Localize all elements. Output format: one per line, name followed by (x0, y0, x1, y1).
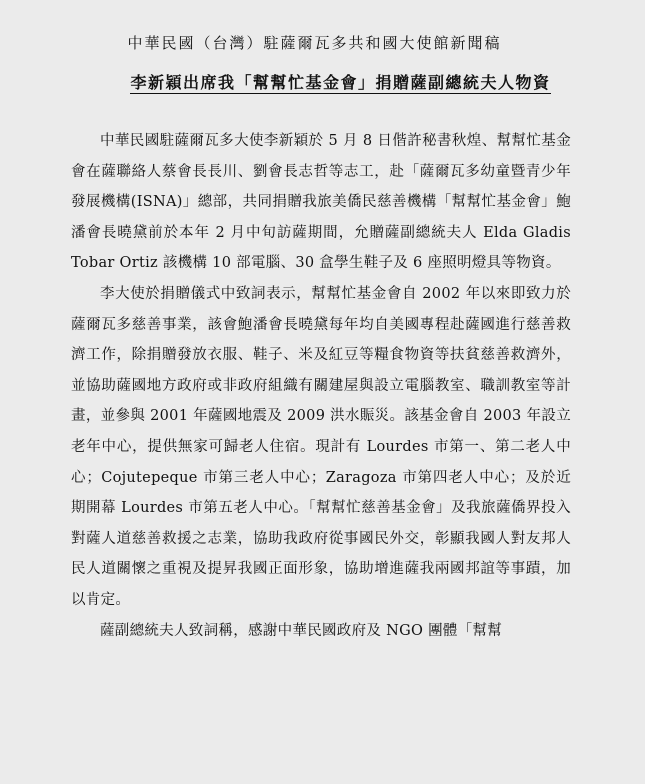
headline-text: 李新穎出席我「幫幫忙基金會」捐贈薩副總統夫人物資 (130, 73, 551, 92)
paragraph-2: 李大使於捐贈儀式中致詞表示，幫幫忙基金會自 2002 年以來即致力於薩爾瓦多慈善事業，該會鮑潘會長曉黛每年均自美國專程赴薩國進行慈善救濟工作，除捐贈發放衣服、鞋子、米及紅豆等糧食物資等扶貧慈善救濟外，並協助薩國地方政府或非政府組織有關建屋與設立電腦教室、職訓教室等計畫，並參與 2001 年薩國地震及 2009 洪水賑災。該基金會自 2003 年設立老年中心，提供無家可歸老人住宿。現計有 Lourdes 市第一、第二老人中心；Cojutepeque 市第三老人中心；Zaragoza 市第四老人中心；及於近期開幕 Lourdes 市第五老人中心。「幫幫忙慈善基金會」及我旅薩僑界投入對薩人道慈善救援之志業，協助我政府從事國民外交，彰顯我國人對友邦人民人道關懷之重視及提昇我國正面形象，協助增進薩我兩國邦誼等事蹟，加以肯定。 (71, 285, 571, 608)
article-body (71, 126, 571, 646)
agency-line: 中華民國（台灣）駐薩爾瓦多共和國大使館新聞稿 (127, 34, 502, 52)
paragraph-1: 中華民國駐薩爾瓦多大使李新穎於 5 月 8 日偕許秘書秋煌、幫幫忙基金會在薩聯絡人蔡會長長川、劉會長志哲等志工，赴「薩爾瓦多幼童暨青少年發展機構(ISNA)」總部，共同捐贈我旅美僑民慈善機構「幫幫忙基金會」鮑潘會長曉黛前於本年 2 月中旬訪薩期間，允贈薩副總統夫人 Elda Gladis Tobar Ortiz 該機構 10 部電腦、30 盒學生鞋子及 6 座照明燈具等物資。 (71, 133, 571, 272)
paragraph-3: 薩副總統夫人致詞稱，感謝中華民國政府及 NGO 團體「幫幫 (100, 622, 503, 639)
headline (18, 70, 645, 93)
